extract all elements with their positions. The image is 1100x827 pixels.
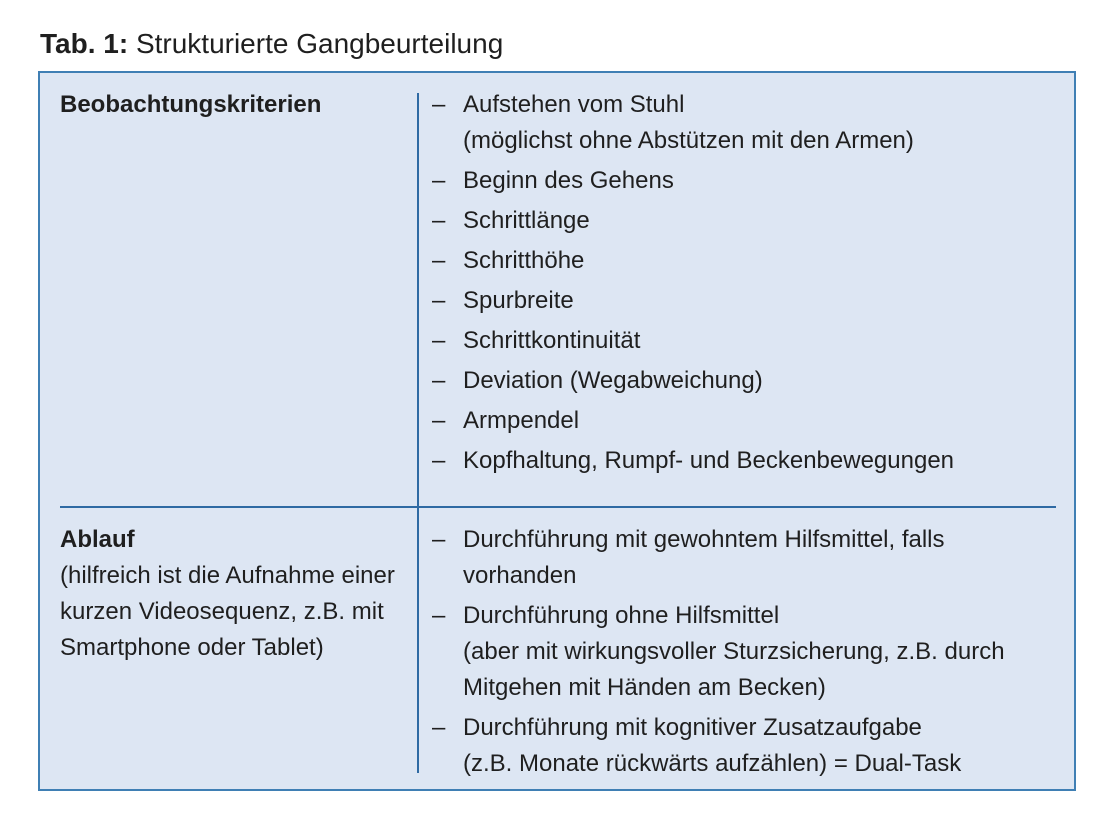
list-item-text: Spurbreite: [463, 287, 574, 314]
dash-bullet-icon: –: [432, 367, 446, 394]
list-item: [432, 363, 1052, 399]
dash-bullet-icon: –: [432, 327, 446, 354]
list-item-text: Schritthöhe: [463, 247, 585, 274]
row-note: (hilfreich ist die Aufnahme einer kurzen Videosequenz, z.B. mit Smartphone oder Tablet): [60, 562, 395, 661]
procedure-list: [432, 522, 1052, 786]
list-item-text: Aufstehen vom Stuhl (möglichst ohne Abstützen mit den Armen): [463, 91, 914, 154]
list-item: [432, 243, 1052, 279]
dash-bullet-icon: –: [432, 602, 446, 629]
row-observation-criteria-header: [60, 87, 405, 123]
list-item-text: Durchführung ohne Hilfsmittel (aber mit wirkungsvoller Sturzsicherung, z.B. durch Mitgehen mit Händen am Becken): [463, 602, 1005, 701]
row-procedure-header: [60, 522, 405, 666]
caption-title: Strukturierte Gangbeurteilung: [135, 28, 504, 59]
table-caption: [40, 24, 503, 64]
list-item-text: Durchführung mit gewohntem Hilfsmittel, falls vorhanden: [463, 526, 945, 589]
list-item: [432, 283, 1052, 319]
list-item: [432, 203, 1052, 239]
column-divider: [417, 93, 419, 773]
dash-bullet-icon: –: [432, 407, 446, 434]
list-item: [432, 87, 1052, 159]
row-title: Beobachtungskriterien: [60, 91, 322, 118]
caption-label: Tab. 1:: [40, 28, 129, 59]
observation-criteria-list: [432, 87, 1052, 483]
list-item: [432, 403, 1052, 439]
list-item-text: Durchführung mit kognitiver Zusatzaufgabe (z.B. Monate rückwärts aufzählen) = Dual-Task: [463, 714, 962, 777]
list-item-text: Deviation (Wegabweichung): [463, 367, 763, 394]
list-item-text: Armpendel: [463, 407, 580, 434]
dash-bullet-icon: –: [432, 447, 446, 474]
list-item: [432, 522, 1052, 594]
list-item-text: Schrittlänge: [463, 207, 590, 234]
list-item-text: Beginn des Gehens: [463, 167, 674, 194]
row-title: Ablauf: [60, 526, 135, 553]
row-divider: [60, 506, 1056, 508]
list-item: [432, 598, 1052, 706]
dash-bullet-icon: –: [432, 167, 446, 194]
gait-assessment-table: [38, 71, 1076, 791]
dash-bullet-icon: –: [432, 287, 446, 314]
list-item-text: Schrittkontinuität: [463, 327, 641, 354]
list-item: [432, 443, 1052, 479]
dash-bullet-icon: –: [432, 207, 446, 234]
dash-bullet-icon: –: [432, 247, 446, 274]
list-item-text: Kopfhaltung, Rumpf- und Beckenbewegungen: [463, 447, 955, 474]
dash-bullet-icon: –: [432, 91, 446, 118]
list-item: [432, 710, 1052, 782]
list-item: [432, 323, 1052, 359]
list-item: [432, 163, 1052, 199]
dash-bullet-icon: –: [432, 526, 446, 553]
dash-bullet-icon: –: [432, 714, 446, 741]
